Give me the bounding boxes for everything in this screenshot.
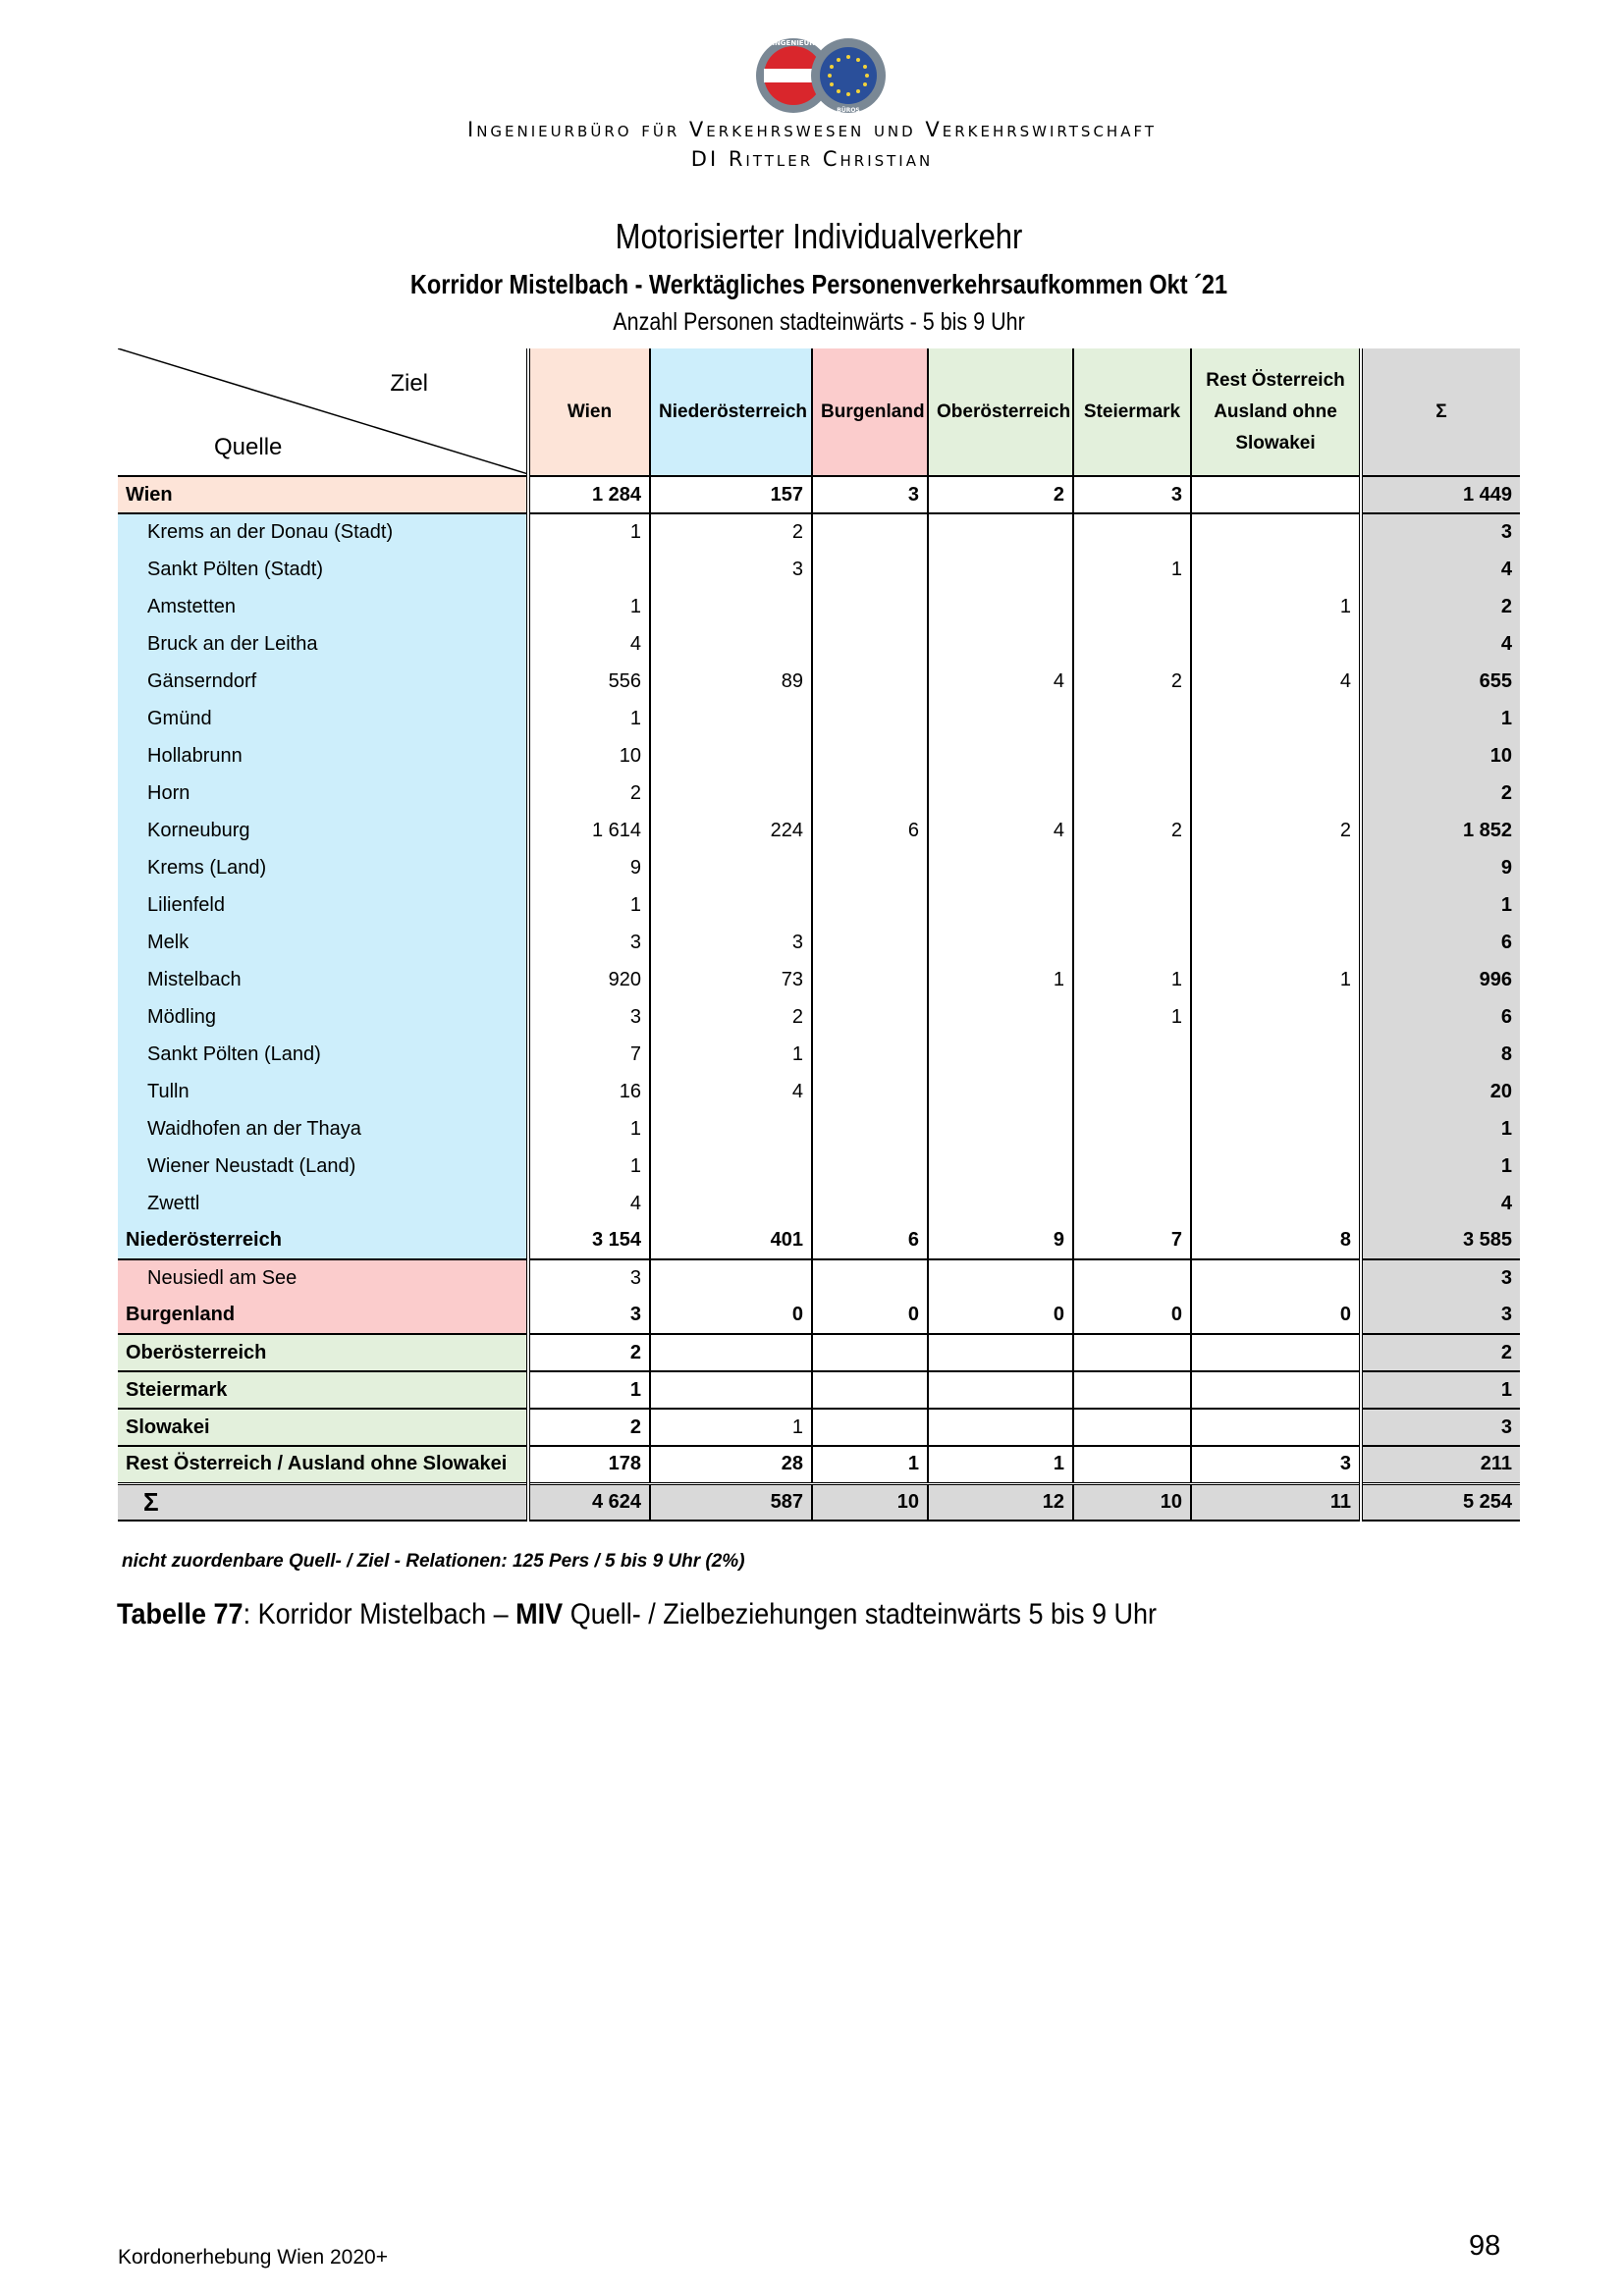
- cell-noe: [650, 1371, 812, 1409]
- cell-bgl: [812, 1185, 928, 1222]
- cell-rest: [1191, 1334, 1361, 1371]
- cell-rest: [1191, 1110, 1361, 1148]
- cell-sum: 211: [1361, 1446, 1520, 1483]
- cell-sum: 4: [1361, 551, 1520, 588]
- footer-document-name: Kordonerhebung Wien 2020+: [118, 2246, 388, 2269]
- cell-bgl: [812, 625, 928, 663]
- cell-wien: 4 624: [528, 1483, 650, 1521]
- cell-ooe: [928, 1148, 1073, 1185]
- cell-wien: 2: [528, 774, 650, 812]
- row-label: Krems an der Donau (Stadt): [118, 513, 528, 551]
- row-label: Slowakei: [118, 1409, 528, 1446]
- cell-wien: 1 614: [528, 812, 650, 849]
- cell-ooe: [928, 625, 1073, 663]
- cell-stm: 2: [1073, 812, 1191, 849]
- cell-bgl: [812, 1110, 928, 1148]
- cell-rest: 1: [1191, 588, 1361, 625]
- cell-sum: 20: [1361, 1073, 1520, 1110]
- cell-wien: 1: [528, 513, 650, 551]
- cell-noe: 2: [650, 513, 812, 551]
- cell-noe: [650, 1259, 812, 1297]
- cell-rest: [1191, 849, 1361, 886]
- cell-noe: [650, 886, 812, 924]
- cell-ooe: 0: [928, 1297, 1073, 1334]
- table-row: [118, 1446, 1520, 1483]
- cell-stm: [1073, 886, 1191, 924]
- cell-ooe: [928, 1259, 1073, 1297]
- table-row: [118, 1483, 1520, 1521]
- cell-bgl: 6: [812, 1222, 928, 1259]
- cell-bgl: [812, 849, 928, 886]
- cell-wien: 3: [528, 924, 650, 961]
- cell-noe: [650, 1110, 812, 1148]
- cell-ooe: [928, 998, 1073, 1036]
- cell-rest: [1191, 700, 1361, 737]
- cell-bgl: [812, 998, 928, 1036]
- svg-text:BÜROS: BÜROS: [837, 107, 860, 114]
- cell-stm: [1073, 774, 1191, 812]
- cell-noe: 0: [650, 1297, 812, 1334]
- table-row: [118, 476, 1520, 513]
- cell-ooe: [928, 924, 1073, 961]
- cell-stm: [1073, 849, 1191, 886]
- org-name-line2: DI Rittler Christian: [690, 147, 934, 171]
- cell-stm: [1073, 588, 1191, 625]
- cell-wien: 2: [528, 1409, 650, 1446]
- cell-ooe: [928, 1371, 1073, 1409]
- table-row: [118, 1259, 1520, 1297]
- cell-bgl: [812, 737, 928, 774]
- table-row: [118, 737, 1520, 774]
- cell-wien: 4: [528, 1185, 650, 1222]
- row-label: Bruck an der Leitha: [118, 625, 528, 663]
- cell-ooe: 1: [928, 1446, 1073, 1483]
- cell-ooe: [928, 849, 1073, 886]
- cell-rest: [1191, 1371, 1361, 1409]
- table-note: nicht zuordenbare Quell- / Ziel - Relationen: 125 Pers / 5 bis 9 Uhr (2%): [122, 1551, 745, 1572]
- row-label: Amstetten: [118, 588, 528, 625]
- cell-wien: 16: [528, 1073, 650, 1110]
- cell-stm: [1073, 737, 1191, 774]
- cell-ooe: 4: [928, 812, 1073, 849]
- table-row: [118, 1148, 1520, 1185]
- cell-noe: 4: [650, 1073, 812, 1110]
- cell-wien: 1 284: [528, 476, 650, 513]
- cell-noe: [650, 774, 812, 812]
- cell-bgl: [812, 924, 928, 961]
- cell-bgl: [812, 1073, 928, 1110]
- cell-sum: 5 254: [1361, 1483, 1520, 1521]
- cell-stm: [1073, 700, 1191, 737]
- cell-wien: 1: [528, 1110, 650, 1148]
- cell-noe: [650, 1334, 812, 1371]
- cell-ooe: [928, 551, 1073, 588]
- cell-noe: [650, 737, 812, 774]
- org-name-line1: Ingenieurbüro für Verkehrswesen und Verkehrswirtschaft: [467, 118, 1157, 141]
- cell-stm: 2: [1073, 663, 1191, 700]
- cell-ooe: 4: [928, 663, 1073, 700]
- table-row: [118, 1297, 1520, 1334]
- row-label: Horn: [118, 774, 528, 812]
- cell-wien: 4: [528, 625, 650, 663]
- corner-ziel-label: Ziel: [390, 370, 428, 397]
- cell-sum: 1: [1361, 700, 1520, 737]
- cell-ooe: [928, 1409, 1073, 1446]
- cell-wien: 2: [528, 1334, 650, 1371]
- cell-noe: 3: [650, 551, 812, 588]
- cell-wien: 3: [528, 1297, 650, 1334]
- cell-sum: 3: [1361, 513, 1520, 551]
- cell-rest: 1: [1191, 961, 1361, 998]
- cell-noe: [650, 625, 812, 663]
- cell-noe: [650, 588, 812, 625]
- caption-text1: : Korridor Mistelbach –: [243, 1598, 516, 1630]
- cell-sum: 996: [1361, 961, 1520, 998]
- cell-rest: [1191, 1185, 1361, 1222]
- cell-sum: 9: [1361, 849, 1520, 886]
- cell-wien: [528, 551, 650, 588]
- cell-rest: [1191, 513, 1361, 551]
- cell-rest: 11: [1191, 1483, 1361, 1521]
- cell-wien: 9: [528, 849, 650, 886]
- table-subtitle: Korridor Mistelbach - Werktägliches Personenverkehrsaufkommen Okt ´21: [409, 269, 1228, 299]
- cell-bgl: [812, 1409, 928, 1446]
- cell-bgl: [812, 663, 928, 700]
- caption-label: Tabelle 77: [117, 1598, 244, 1630]
- table-row: [118, 1110, 1520, 1148]
- row-label: Oberösterreich: [118, 1334, 528, 1371]
- table-row: [118, 663, 1520, 700]
- cell-rest: [1191, 1148, 1361, 1185]
- header-corner: [118, 348, 528, 476]
- cell-stm: 10: [1073, 1483, 1191, 1521]
- cell-sum: 655: [1361, 663, 1520, 700]
- cell-sum: 3 585: [1361, 1222, 1520, 1259]
- row-label: Σ: [118, 1483, 528, 1521]
- cell-noe: 587: [650, 1483, 812, 1521]
- cell-rest: 8: [1191, 1222, 1361, 1259]
- cell-wien: 1: [528, 1371, 650, 1409]
- cell-wien: 3 154: [528, 1222, 650, 1259]
- cell-sum: 6: [1361, 924, 1520, 961]
- corner-quelle-label: Quelle: [214, 434, 283, 460]
- cell-wien: 1: [528, 1148, 650, 1185]
- cell-sum: 3: [1361, 1409, 1520, 1446]
- cell-wien: 7: [528, 1036, 650, 1073]
- table-row: [118, 1222, 1520, 1259]
- row-label: Sankt Pölten (Land): [118, 1036, 528, 1073]
- row-label: Waidhofen an der Thaya: [118, 1110, 528, 1148]
- table-row: [118, 700, 1520, 737]
- cell-stm: 0: [1073, 1297, 1191, 1334]
- cell-stm: [1073, 924, 1191, 961]
- cell-ooe: 2: [928, 476, 1073, 513]
- cell-bgl: [812, 588, 928, 625]
- cell-bgl: [812, 1371, 928, 1409]
- cell-noe: [650, 1148, 812, 1185]
- cell-ooe: [928, 700, 1073, 737]
- row-label: Krems (Land): [118, 849, 528, 886]
- table-row: [118, 1185, 1520, 1222]
- cell-stm: 1: [1073, 551, 1191, 588]
- table-row: [118, 812, 1520, 849]
- cell-wien: 1: [528, 700, 650, 737]
- cell-bgl: 1: [812, 1446, 928, 1483]
- cell-sum: 1 852: [1361, 812, 1520, 849]
- row-label: Zwettl: [118, 1185, 528, 1222]
- cell-sum: 2: [1361, 1334, 1520, 1371]
- cell-sum: 1 449: [1361, 476, 1520, 513]
- row-label: Wien: [118, 476, 528, 513]
- cell-bgl: 10: [812, 1483, 928, 1521]
- cell-stm: [1073, 1110, 1191, 1148]
- col-header-niederoesterreich: Niederösterreich: [650, 348, 812, 476]
- cell-sum: 4: [1361, 1185, 1520, 1222]
- cell-ooe: [928, 588, 1073, 625]
- cell-rest: 0: [1191, 1297, 1361, 1334]
- cell-stm: [1073, 1409, 1191, 1446]
- cell-bgl: [812, 551, 928, 588]
- cell-wien: 178: [528, 1446, 650, 1483]
- cell-rest: [1191, 476, 1361, 513]
- table-row: [118, 588, 1520, 625]
- col-header-sum: Σ: [1361, 348, 1520, 476]
- table-row: [118, 513, 1520, 551]
- table-row: [118, 1073, 1520, 1110]
- cell-sum: 10: [1361, 737, 1520, 774]
- cell-stm: [1073, 1334, 1191, 1371]
- row-label: Niederösterreich: [118, 1222, 528, 1259]
- row-label: Hollabrunn: [118, 737, 528, 774]
- cell-ooe: [928, 1036, 1073, 1073]
- cell-stm: [1073, 1371, 1191, 1409]
- table-row: [118, 774, 1520, 812]
- cell-noe: [650, 1185, 812, 1222]
- cell-ooe: [928, 774, 1073, 812]
- cell-rest: [1191, 1036, 1361, 1073]
- table-row: [118, 551, 1520, 588]
- table-body: [118, 476, 1520, 1521]
- cell-sum: 6: [1361, 998, 1520, 1036]
- cell-stm: [1073, 1073, 1191, 1110]
- cell-ooe: [928, 886, 1073, 924]
- row-label: Mistelbach: [118, 961, 528, 998]
- cell-sum: 2: [1361, 588, 1520, 625]
- cell-sum: 2: [1361, 774, 1520, 812]
- cell-bgl: [812, 774, 928, 812]
- cell-noe: 224: [650, 812, 812, 849]
- cell-wien: 3: [528, 1259, 650, 1297]
- cell-noe: 73: [650, 961, 812, 998]
- cell-wien: 3: [528, 998, 650, 1036]
- col-header-wien: Wien: [528, 348, 650, 476]
- cell-bgl: [812, 1334, 928, 1371]
- page-number: 98: [1469, 2230, 1501, 2262]
- cell-rest: [1191, 1073, 1361, 1110]
- cell-sum: 3: [1361, 1259, 1520, 1297]
- cell-bgl: [812, 886, 928, 924]
- row-label: Steiermark: [118, 1371, 528, 1409]
- cell-bgl: [812, 1036, 928, 1073]
- cell-bgl: [812, 700, 928, 737]
- table-header-row: [118, 348, 1520, 476]
- cell-wien: 920: [528, 961, 650, 998]
- cell-stm: 3: [1073, 476, 1191, 513]
- row-label: Burgenland: [118, 1297, 528, 1334]
- cell-wien: 1: [528, 588, 650, 625]
- cell-sum: 1: [1361, 1148, 1520, 1185]
- cell-ooe: [928, 1073, 1073, 1110]
- cell-noe: [650, 700, 812, 737]
- cell-noe: [650, 849, 812, 886]
- cell-bgl: [812, 513, 928, 551]
- row-label: Gmünd: [118, 700, 528, 737]
- table-row: [118, 849, 1520, 886]
- cell-ooe: 9: [928, 1222, 1073, 1259]
- row-label: Gänserndorf: [118, 663, 528, 700]
- cell-stm: [1073, 625, 1191, 663]
- cell-bgl: 3: [812, 476, 928, 513]
- table-row: [118, 924, 1520, 961]
- col-header-burgenland: Burgenland: [812, 348, 928, 476]
- table-row: [118, 1371, 1520, 1409]
- cell-stm: [1073, 1446, 1191, 1483]
- table-row: [118, 1334, 1520, 1371]
- cell-noe: 401: [650, 1222, 812, 1259]
- company-logo: [750, 35, 892, 116]
- cell-sum: 8: [1361, 1036, 1520, 1073]
- cell-noe: 1: [650, 1036, 812, 1073]
- cell-sum: 4: [1361, 625, 1520, 663]
- cell-ooe: [928, 737, 1073, 774]
- svg-text:INGENIEUR: INGENIEUR: [772, 39, 815, 47]
- table-row: [118, 1409, 1520, 1446]
- cell-rest: [1191, 1409, 1361, 1446]
- cell-bgl: 6: [812, 812, 928, 849]
- cell-noe: 28: [650, 1446, 812, 1483]
- cell-rest: 4: [1191, 663, 1361, 700]
- cell-noe: 1: [650, 1409, 812, 1446]
- table-row: [118, 961, 1520, 998]
- row-label: Sankt Pölten (Stadt): [118, 551, 528, 588]
- cell-noe: 2: [650, 998, 812, 1036]
- cell-stm: 7: [1073, 1222, 1191, 1259]
- cell-stm: 1: [1073, 961, 1191, 998]
- cell-noe: 157: [650, 476, 812, 513]
- col-header-steiermark: Steiermark: [1073, 348, 1191, 476]
- row-label: Tulln: [118, 1073, 528, 1110]
- cell-rest: [1191, 551, 1361, 588]
- page-title: Motorisierter Individualverkehr: [615, 216, 1023, 256]
- cell-wien: 10: [528, 737, 650, 774]
- cell-ooe: [928, 1334, 1073, 1371]
- cell-ooe: [928, 1185, 1073, 1222]
- caption-bold: MIV: [515, 1598, 564, 1630]
- cell-stm: [1073, 1185, 1191, 1222]
- row-label: Rest Österreich / Ausland ohne Slowakei: [118, 1446, 528, 1483]
- cell-bgl: [812, 961, 928, 998]
- cell-sum: 1: [1361, 1110, 1520, 1148]
- row-label: Lilienfeld: [118, 886, 528, 924]
- cell-ooe: 12: [928, 1483, 1073, 1521]
- cell-sum: 1: [1361, 886, 1520, 924]
- cell-rest: 3: [1191, 1446, 1361, 1483]
- cell-rest: [1191, 625, 1361, 663]
- table-row: [118, 886, 1520, 924]
- cell-rest: [1191, 998, 1361, 1036]
- cell-wien: 556: [528, 663, 650, 700]
- cell-stm: [1073, 1148, 1191, 1185]
- cell-rest: [1191, 737, 1361, 774]
- cell-noe: 3: [650, 924, 812, 961]
- cell-bgl: [812, 1259, 928, 1297]
- cell-rest: 2: [1191, 812, 1361, 849]
- cell-sum: 1: [1361, 1371, 1520, 1409]
- col-header-oberoesterreich: Oberösterreich: [928, 348, 1073, 476]
- row-label: Korneuburg: [118, 812, 528, 849]
- cell-ooe: 1: [928, 961, 1073, 998]
- cell-ooe: [928, 513, 1073, 551]
- table-row: [118, 998, 1520, 1036]
- origin-destination-table: [118, 348, 1520, 1522]
- cell-stm: [1073, 513, 1191, 551]
- cell-ooe: [928, 1110, 1073, 1148]
- cell-stm: [1073, 1036, 1191, 1073]
- cell-bgl: [812, 1148, 928, 1185]
- cell-rest: [1191, 924, 1361, 961]
- table-row: [118, 1036, 1520, 1073]
- corner-diagonal: [118, 348, 528, 476]
- col-header-rest: Rest Österreich Ausland ohne Slowakei: [1191, 348, 1361, 476]
- table-subtitle-units: Anzahl Personen stadteinwärts - 5 bis 9 Uhr: [613, 308, 1025, 336]
- caption-text2: Quell- / Zielbeziehungen stadteinwärts 5 bis 9 Uhr: [563, 1598, 1158, 1630]
- cell-sum: 3: [1361, 1297, 1520, 1334]
- cell-stm: [1073, 1259, 1191, 1297]
- table-row: [118, 625, 1520, 663]
- row-label: Melk: [118, 924, 528, 961]
- cell-rest: [1191, 1259, 1361, 1297]
- cell-rest: [1191, 886, 1361, 924]
- cell-rest: [1191, 774, 1361, 812]
- row-label: Mödling: [118, 998, 528, 1036]
- cell-wien: 1: [528, 886, 650, 924]
- row-label: Wiener Neustadt (Land): [118, 1148, 528, 1185]
- cell-stm: 1: [1073, 998, 1191, 1036]
- cell-noe: 89: [650, 663, 812, 700]
- cell-bgl: 0: [812, 1297, 928, 1334]
- table-caption: [117, 1598, 1157, 1631]
- row-label: Neusiedl am See: [118, 1259, 528, 1297]
